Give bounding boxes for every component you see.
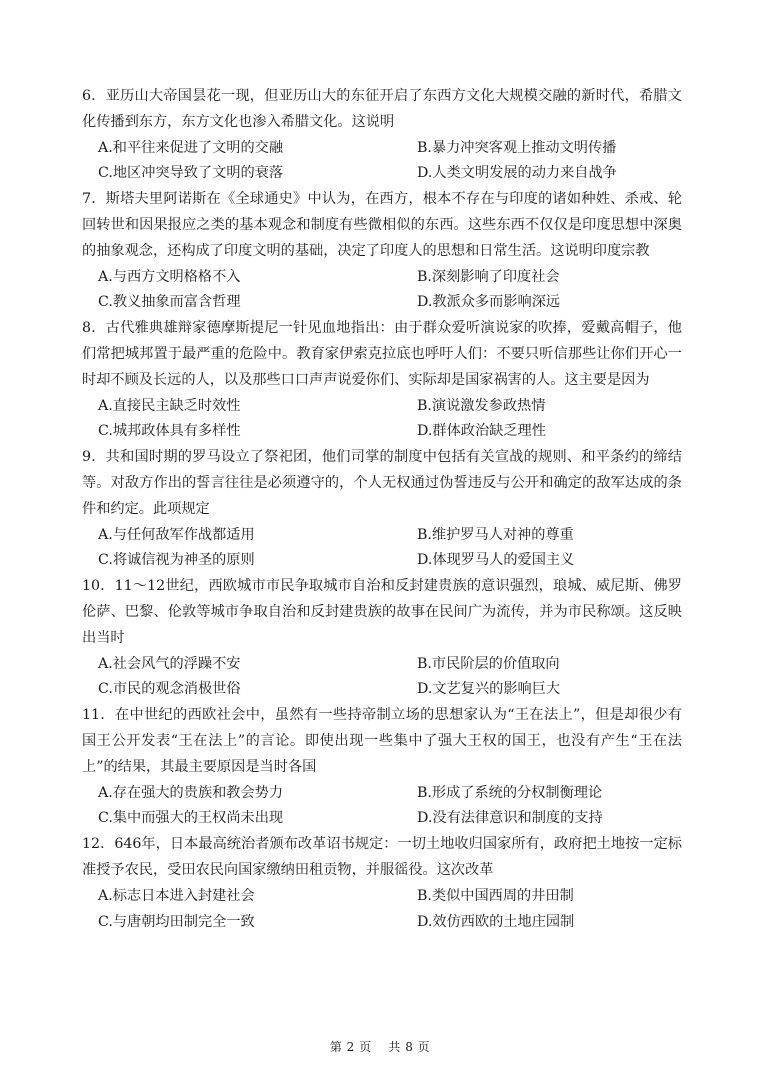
option-d: D.文艺复兴的影响巨大 (417, 681, 561, 698)
option-b: B.市民阶层的价值取向 (417, 655, 560, 672)
option-d: D.教派众多而影响深远 (417, 294, 561, 311)
question-6 (82, 84, 682, 187)
option-d: D.效仿西欧的土地庄园制 (417, 913, 575, 930)
options (82, 265, 682, 317)
question-10 (82, 574, 682, 703)
question-stem: 10．11～12世纪，西欧城市市民争取城市自治和反封建贵族的意识强烈，琅城、威尼斯、佛罗伦萨、巴黎、伦敦等城市争取自治和反封建贵族的故事在民间广为流传，并为市民称颂。这反映出当时 (82, 578, 682, 646)
options (82, 136, 682, 188)
option-b: B.维护罗马人对神的尊重 (417, 526, 574, 543)
option-c: C.教义抽象而富含哲理 (98, 294, 241, 311)
option-c: C.城邦政体具有多样性 (98, 423, 241, 440)
options (82, 781, 682, 833)
question-stem: 7．斯塔夫里阿诺斯在《全球通史》中认为，在西方，根本不存在与印度的诸如种姓、杀戒、轮回转世和因果报应之类的基本观念和制度有些微相似的东西。这些东西不仅仅是印度思想中深奥的抽象观念，还构成了印度文明的基础，决定了印度人的思想和日常生活。这说明印度宗教 (82, 191, 682, 259)
options (82, 652, 682, 704)
option-a: A.和平往来促进了文明的交融 (98, 139, 284, 156)
option-b: B.形成了系统的分权制衡理论 (417, 784, 603, 801)
option-b: B.演说激发参政热情 (417, 397, 546, 414)
option-b: B.类似中国西周的井田制 (417, 887, 574, 904)
exam-page (82, 84, 682, 935)
options (82, 394, 682, 446)
option-a: A.与任何敌军作战都适用 (98, 526, 255, 543)
page-footer: 第 2 页 共 8 页 (329, 1040, 431, 1054)
question-8 (82, 316, 682, 445)
option-c: C.将诚信视为神圣的原则 (98, 552, 255, 569)
question-stem: 6．亚历山大帝国昙花一现，但亚历山大的东征开启了东西方文化大规模交融的新时代，希腊文化传播到东方，东方文化也渗入希腊文化。这说明 (82, 88, 682, 130)
question-7 (82, 187, 682, 316)
question-11 (82, 703, 682, 832)
option-d: D.群体政治缺乏理性 (417, 423, 546, 440)
option-a: A.标志日本进入封建社会 (98, 887, 255, 904)
option-d: D.没有法律意识和制度的支持 (417, 810, 603, 827)
option-a: A.存在强大的贵族和教会势力 (98, 784, 284, 801)
option-d: D.体现罗马人的爱国主义 (417, 552, 575, 569)
option-c: C.地区冲突导致了文明的衰落 (98, 165, 284, 182)
question-stem: 11．在中世纪的西欧社会中，虽然有一些持帝制立场的思想家认为“王在法上”，但是却很少有国王公开发表“王在法上”的言论。即使出现一些集中了强大王权的国王，也没有产生“王在法上”的结果，其最主要原因是当时各国 (82, 707, 682, 775)
option-c: C.市民的观念消极世俗 (98, 681, 241, 698)
option-a: A.与西方文明格格不入 (98, 268, 241, 285)
question-9 (82, 445, 682, 574)
question-stem: 12．646年，日本最高统治者颁布改革诏书规定：一切土地收归国家所有，政府把土地按一定标准授予农民，受田农民向国家缴纳田租贡物，并服徭役。这次改革 (82, 836, 682, 878)
option-c: C.与唐朝均田制完全一致 (98, 913, 255, 930)
options (82, 523, 682, 575)
option-b: B.深刻影响了印度社会 (417, 268, 560, 285)
question-stem: 9．共和国时期的罗马设立了祭祀团，他们司掌的制度中包括有关宣战的规则、和平条约的缔结等。对敌方作出的誓言往往是必须遵守的，个人无权通过伪誓违反与公开和确定的敌军达成的条件和约定。此项规定 (82, 449, 682, 517)
option-a: A.社会风气的浮躁不安 (98, 655, 241, 672)
question-12 (82, 832, 682, 935)
option-b: B.暴力冲突客观上推动文明传播 (417, 139, 617, 156)
option-c: C.集中而强大的王权尚未出现 (98, 810, 284, 827)
option-d: D.人类文明发展的动力来自战争 (417, 165, 617, 182)
option-a: A.直接民主缺乏时效性 (98, 397, 241, 414)
question-stem: 8．古代雅典雄辩家德摩斯提尼一针见血地指出：由于群众爱听演说家的吹捧，爱戴高帽子，他们常把城邦置于最严重的危险中。教育家伊索克拉底也呼吁人们：不要只听信那些让你们开心一时却不顾及长远的人，以及那些口口声声说爱你们、实际却是国家祸害的人。这主要是因为 (82, 320, 682, 388)
options (82, 884, 682, 936)
